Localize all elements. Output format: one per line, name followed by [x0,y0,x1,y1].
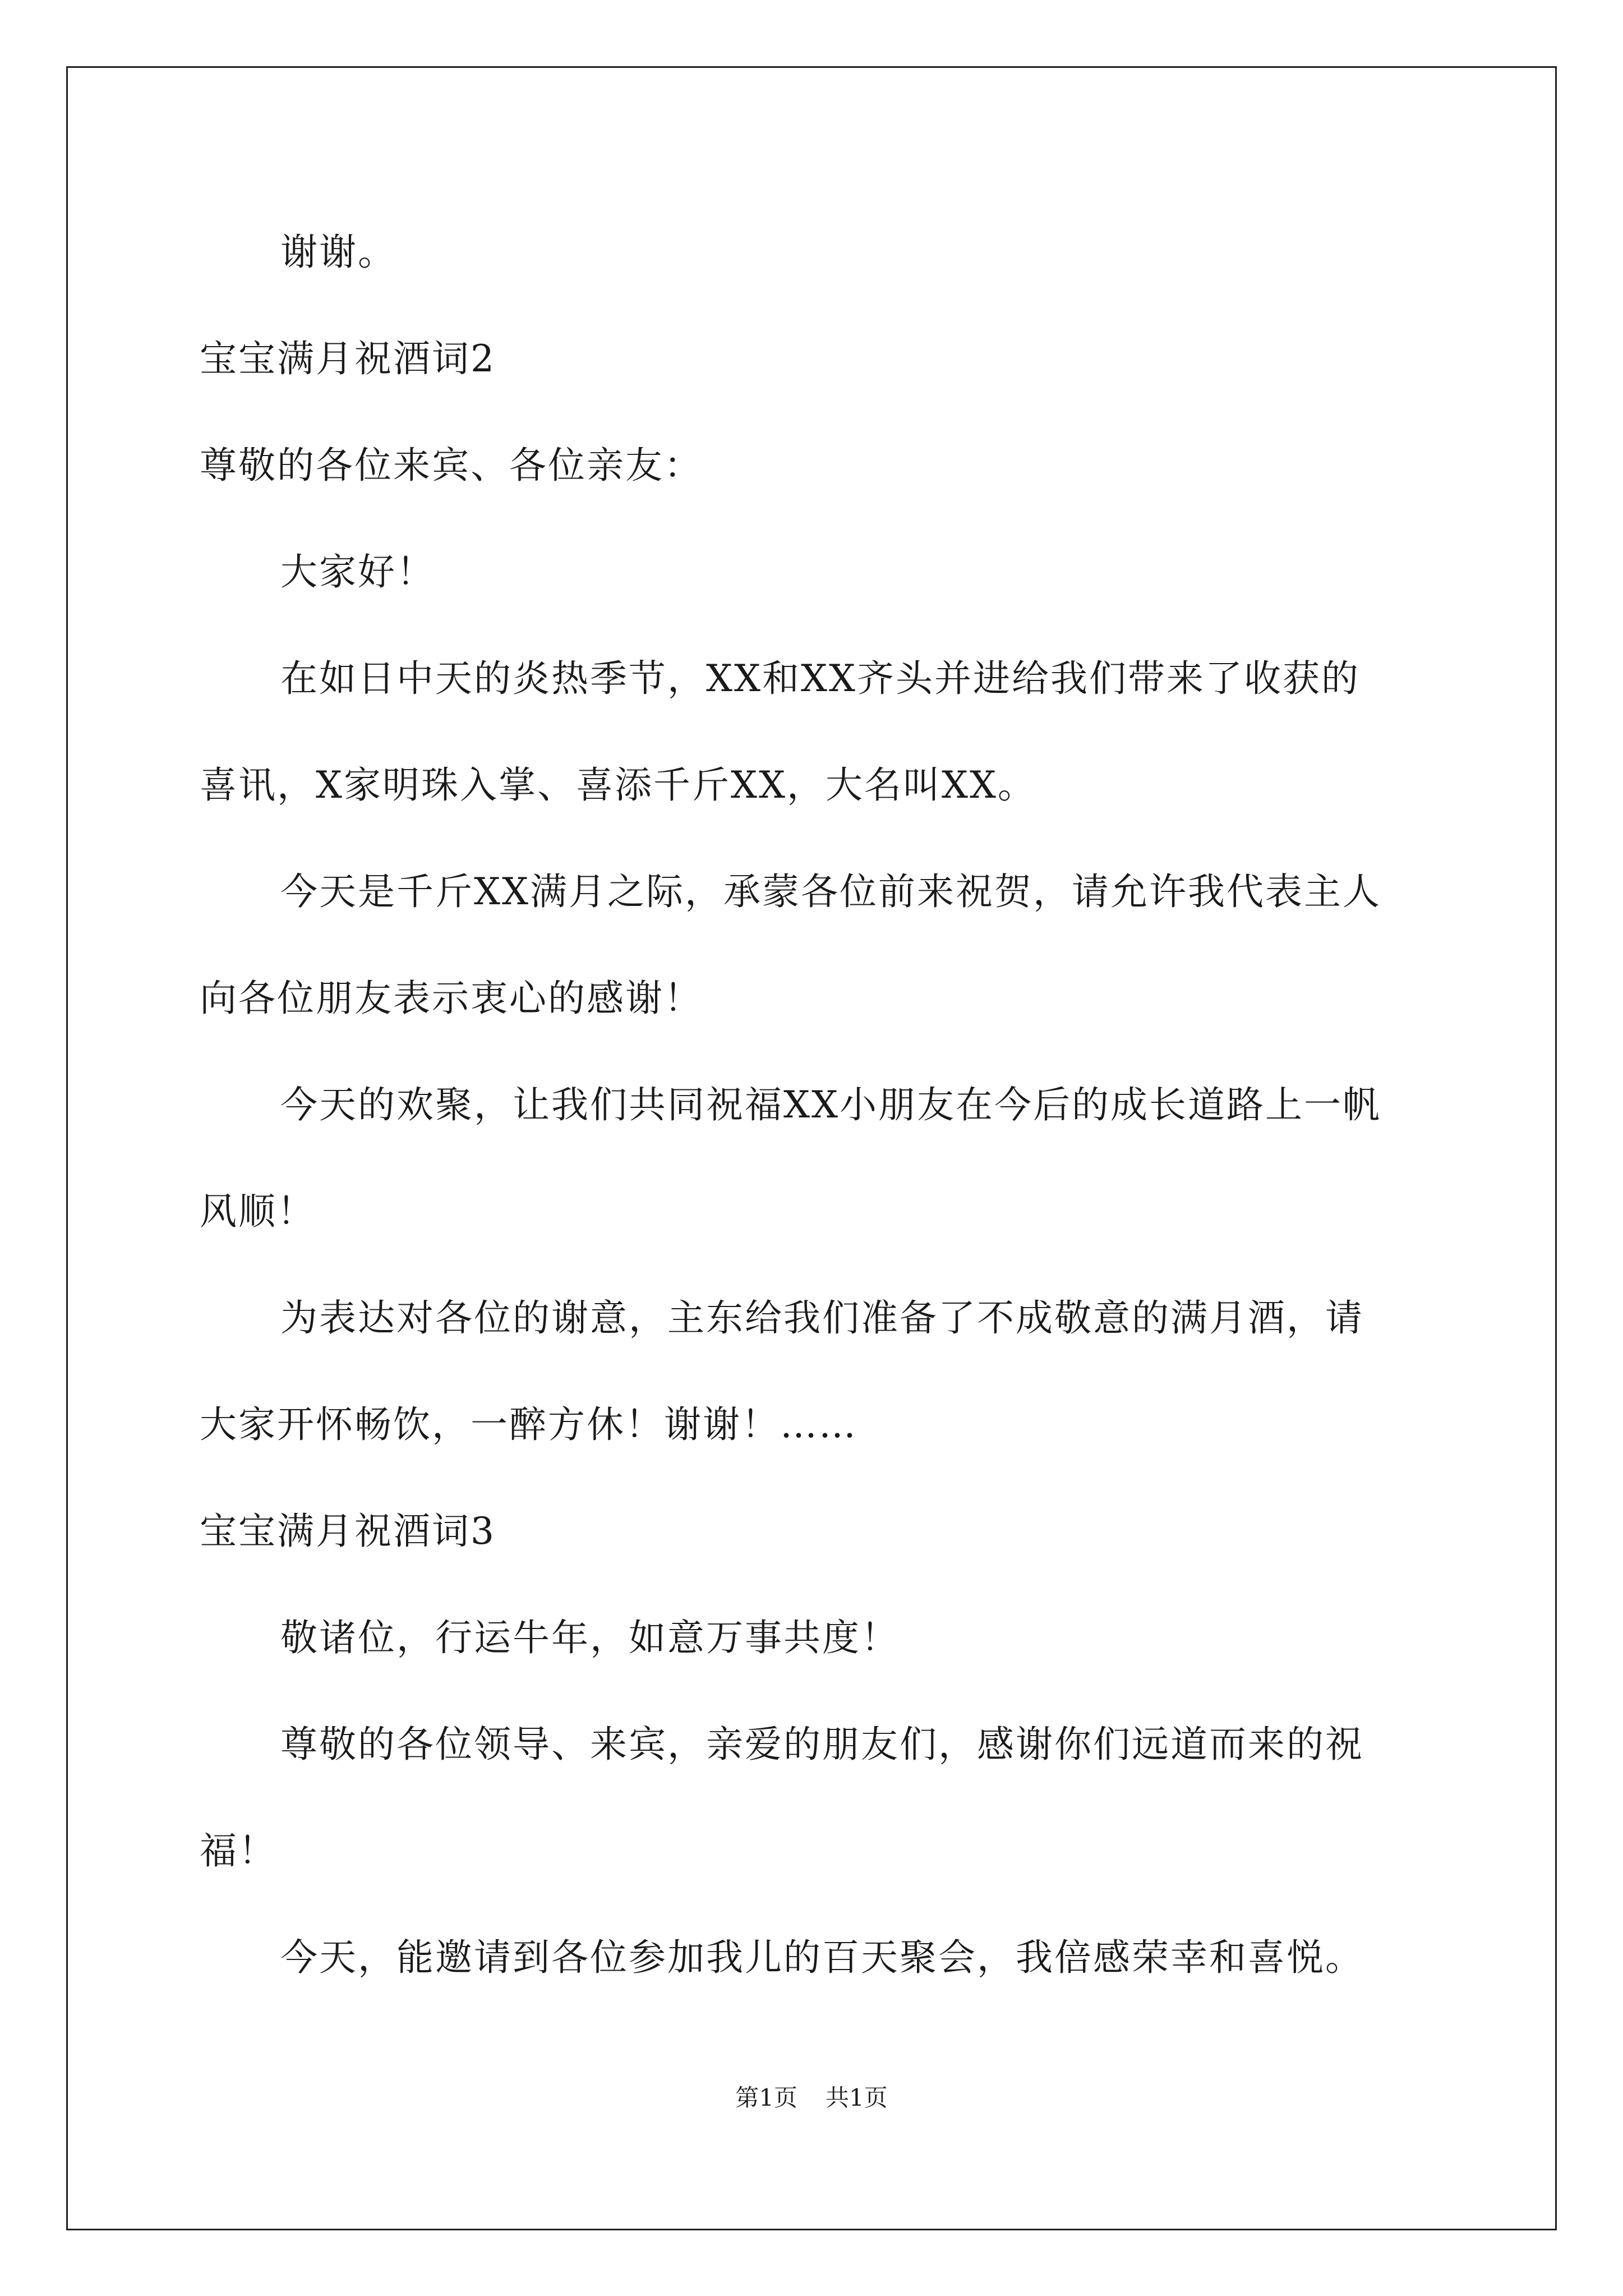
section-heading: 宝宝满月祝酒词2 [200,337,496,380]
paragraph-line: 今天是千斤XX满月之际，承蒙各位前来祝贺，请允许我代表主人 [280,870,1381,913]
paragraph-line: 风顺！ [200,1190,316,1233]
paragraph-line: 福！ [200,1829,277,1872]
page-number: 第1页 [735,2084,797,2111]
paragraph-line: 谢谢。 [280,231,396,274]
page-total: 共1页 [826,2084,888,2111]
paragraph-line: 喜讯，X家明珠入掌、喜添千斤XX，大名叫XX。 [200,763,1036,807]
salutation-line: 尊敬的各位来宾、各位亲友： [200,444,703,487]
paragraph-line: 敬诸位，行运牛年，如意万事共度！ [280,1616,900,1659]
page-footer [0,2084,1623,2112]
paragraph-line: 今天，能邀请到各位参加我儿的百天聚会，我倍感荣幸和喜悦。 [280,1936,1364,1979]
paragraph-line: 为表达对各位的谢意，主东给我们准备了不成敬意的满月酒，请 [280,1296,1364,1340]
paragraph-line: 大家好！ [280,550,435,593]
section-heading: 宝宝满月祝酒词3 [200,1510,496,1553]
page-border [66,66,1557,2230]
paragraph-line: 尊敬的各位领导、来宾，亲爱的朋友们，感谢你们远道而来的祝 [280,1723,1364,1766]
paragraph-line: 大家开怀畅饮，一醉方休！谢谢！…… [200,1403,857,1446]
paragraph-line: 在如日中天的炎热季节，XX和XX齐头并进给我们带来了收获的 [280,657,1360,700]
paragraph-line: 今天的欢聚，让我们共同祝福XX小朋友在今后的成长道路上一帆 [280,1083,1381,1126]
paragraph-line: 向各位朋友表示衷心的感谢！ [200,977,703,1020]
